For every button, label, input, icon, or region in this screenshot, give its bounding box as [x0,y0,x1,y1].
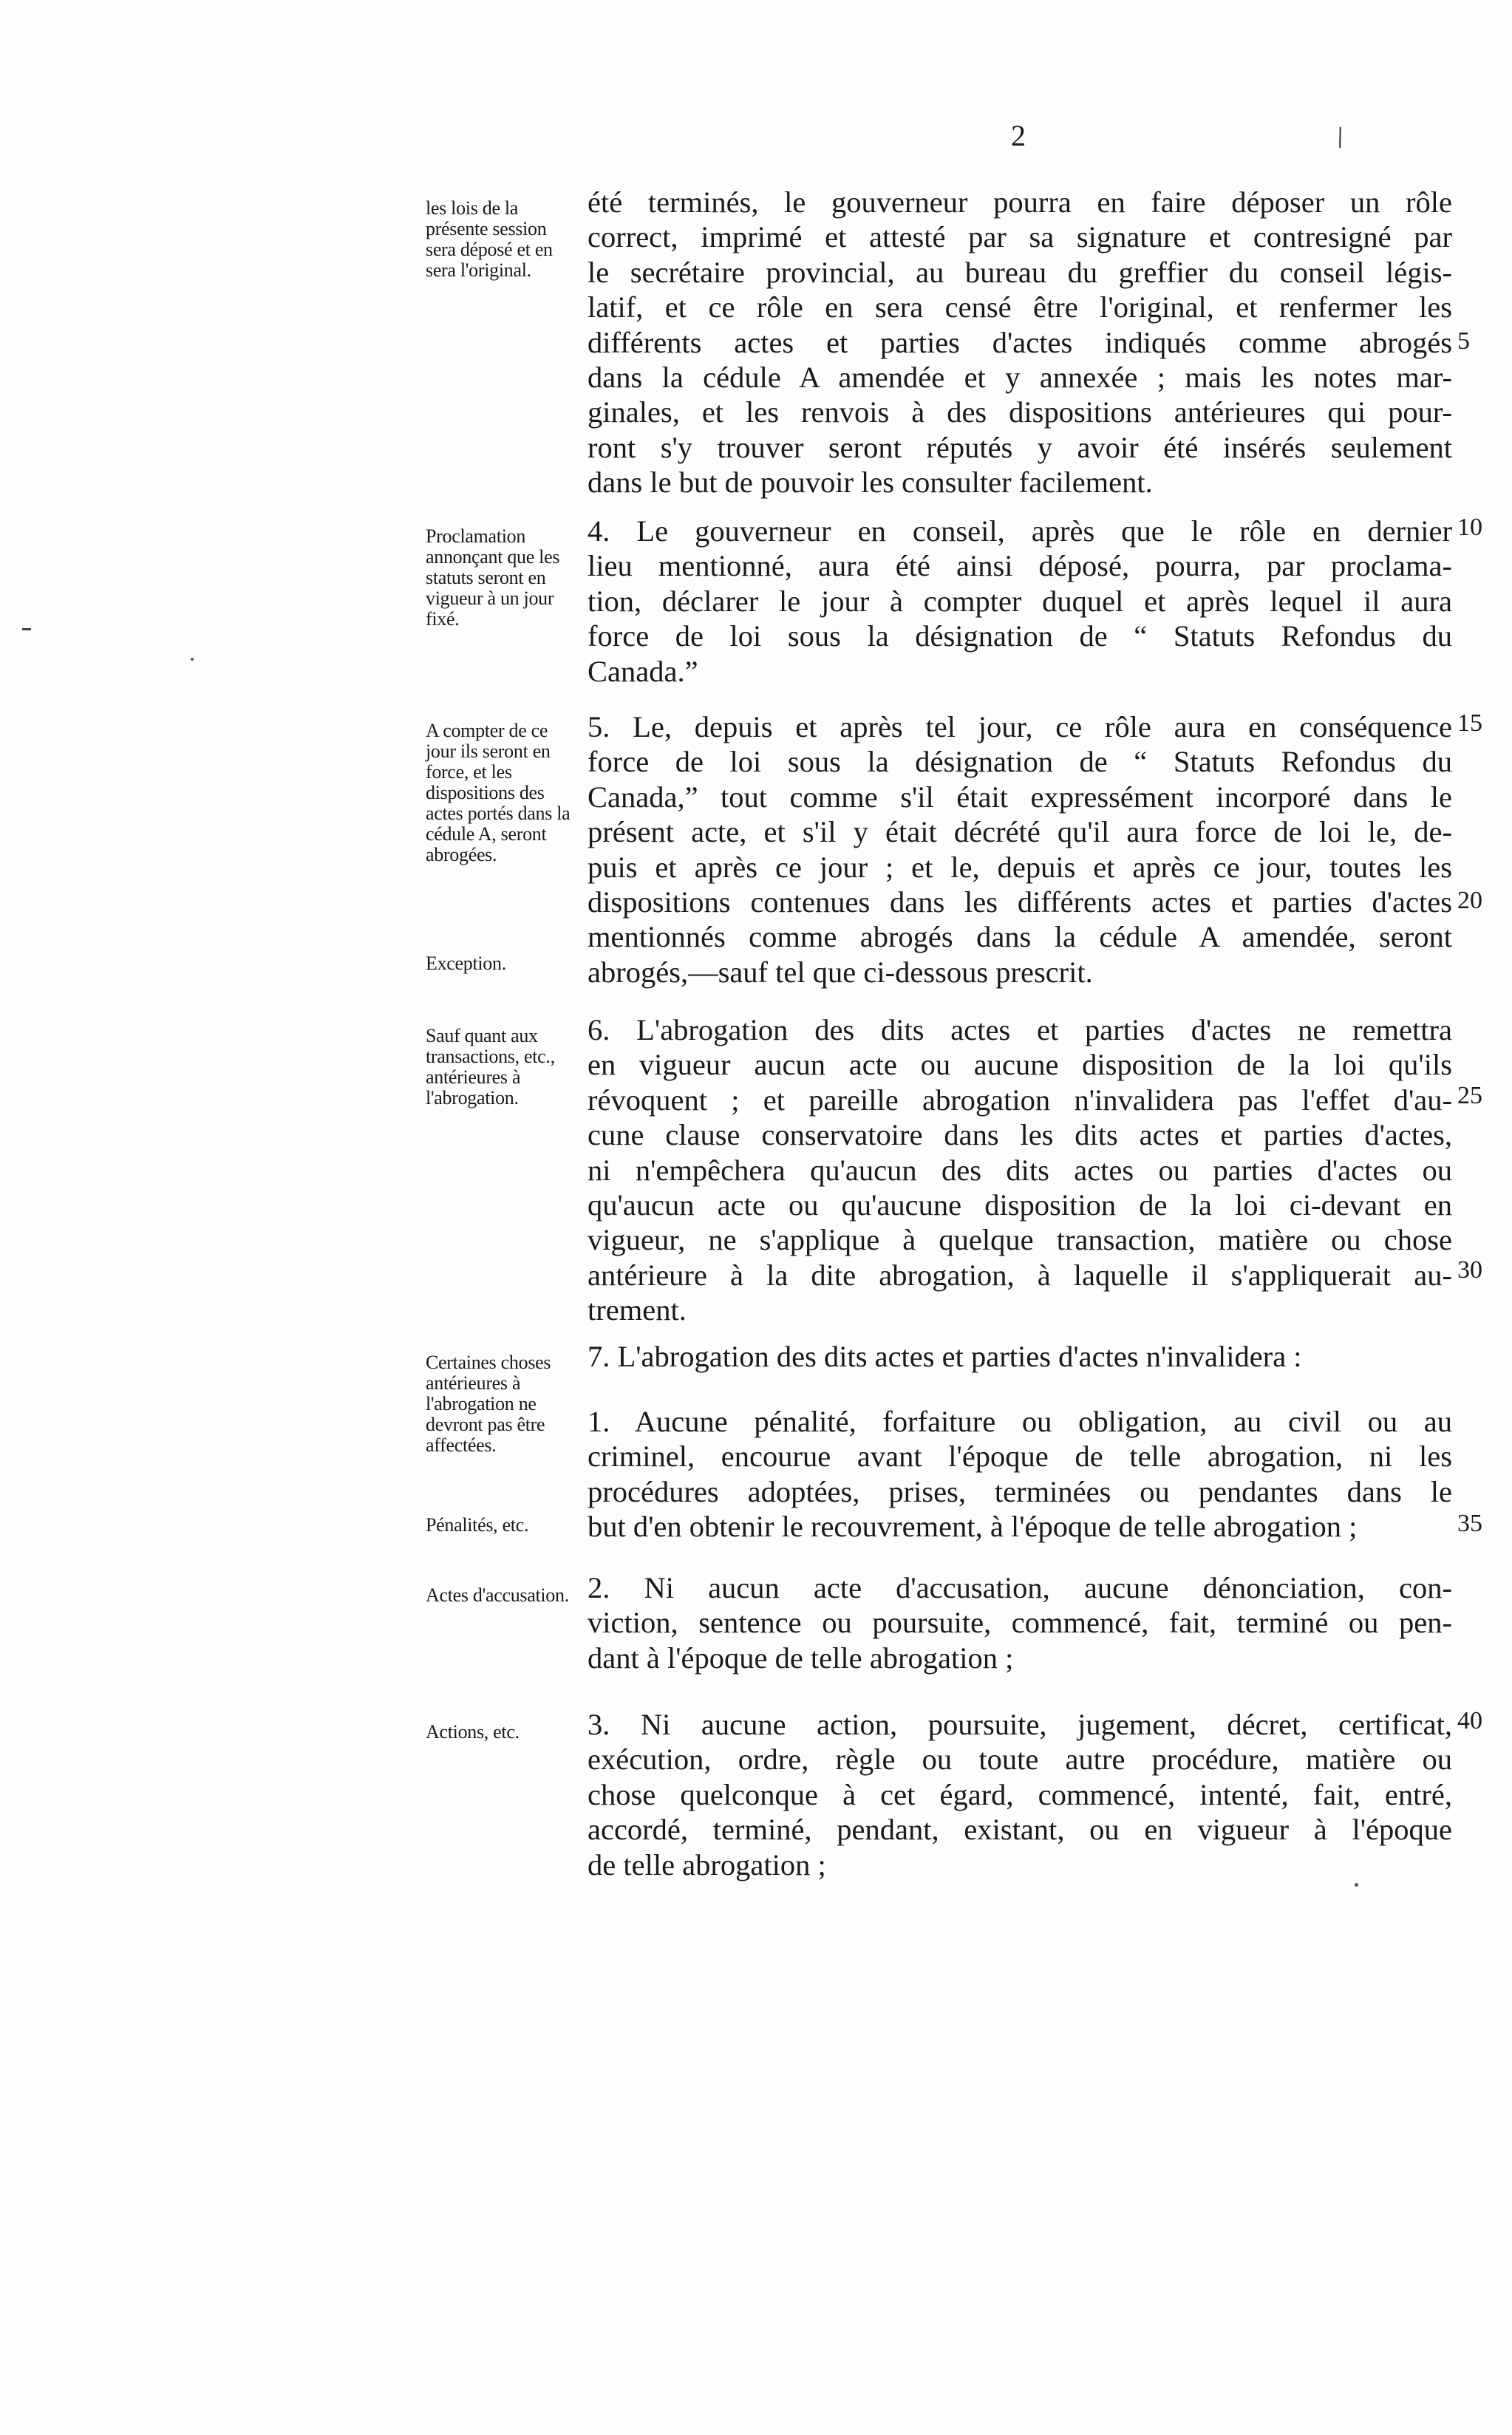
text-line: 6. L'abrogation des dits actes et parties d'actes ne remettra [588,1013,1452,1046]
line-number: 30 [1457,1256,1482,1284]
text-line: qu'aucun acte ou qu'aucune disposition de la loi ci-devant en [588,1188,1452,1222]
margin-note: Proclamation annonçant que les statuts seront en vigueur à un jour fixé. [426,525,560,630]
line-number: 40 [1457,1707,1482,1734]
margin-note: A compter de ce jour ils seront en force, et les dispositions des actes portés dans la cédule A, seront abrogées. [426,720,571,865]
text-line: procédures adoptées, prises, terminées ou pendantes dans le [588,1474,1452,1508]
text-line: mentionnés comme abrogés dans la cédule A amendée, seront [588,920,1452,954]
section-text [588,185,1452,500]
text-line: dispositions contenues dans les différents actes et parties d'actes [588,885,1452,919]
text-line: abrogés,—sauf tel que ci-dessous prescrit. [588,955,1093,989]
text-line: révoquent ; et pareille abrogation n'invalidera pas l'effet d'au- [588,1083,1452,1117]
text-line: criminel, encourue avant l'époque de telle abrogation, ni les [588,1440,1452,1474]
text-line: chose quelconque à cet égard, commencé, intenté, fait, entré, [588,1777,1452,1811]
text-line: force de loi sous la désignation de “ Statuts Refondus du [588,619,1452,653]
margin-note: Actions, etc. [426,1721,520,1743]
text-line: trement. [588,1293,687,1327]
page-number: 2 [1011,119,1026,152]
text-line: dant à l'époque de telle abrogation ; [588,1641,1014,1675]
text-line: 2. Ni aucun acte d'accusation, aucune dénonciation, con- [588,1571,1452,1604]
text-line: été terminés, le gouverneur pourra en faire déposer un rôle [588,185,1452,219]
line-number: 20 [1457,887,1482,914]
text-line: 3. Ni aucune action, poursuite, jugement, décret, certificat, [588,1708,1452,1741]
text-line: viction, sentence ou poursuite, commencé, fait, terminé ou pen- [588,1606,1452,1640]
text-line: cune clause conservatoire dans les dits actes et parties d'actes, [588,1118,1452,1152]
text-line: exécution, ordre, règle ou toute autre procédure, matière ou [588,1743,1452,1777]
line-number: 35 [1457,1510,1482,1537]
section-text [588,709,1452,990]
stray-dash [22,628,31,630]
text-line: lieu mentionné, aura été ainsi déposé, pourra, par proclama- [588,549,1452,583]
text-line: présent acte, et s'il y était décrété qu'il aura force de loi le, de- [588,815,1452,849]
text-line: latif, et ce rôle en sera censé être l'original, et renfermer les [588,290,1452,324]
text-line: 1. Aucune pénalité, forfaiture ou obligation, au civil ou au [588,1405,1452,1438]
section-text [588,1012,1452,1328]
text-line: le secrétaire provincial, au bureau du greffier du conseil légis- [588,255,1452,289]
stray-dot [1355,1883,1358,1887]
section-text [588,514,1452,689]
section-text [588,1404,1452,1545]
text-line: correct, imprimé et attesté par sa signature et contresigné par [588,220,1452,254]
text-line: tion, déclarer le jour à compter duquel et après lequel il aura [588,584,1452,618]
section-text [588,1570,1452,1675]
text-line: ni n'empêchera qu'aucun des dits actes ou parties d'actes ou [588,1153,1452,1187]
text-line: accordé, terminé, pendant, existant, ou en vigueur à l'époque [588,1813,1452,1847]
margin-note-exception: Exception. [426,953,506,974]
text-line: dans la cédule A amendée et y annexée ; mais les notes mar- [588,360,1452,394]
margin-note: Sauf quant aux transactions, etc., antérieures à l'abrogation. [426,1025,555,1108]
text-line: ront s'y trouver seront réputés y avoir été insérés seulement [588,430,1452,464]
section-text [588,1339,1452,1374]
text-line: en vigueur aucun acte ou aucune disposition de la loi qu'ils [588,1048,1452,1082]
line-number: 5 [1457,327,1470,355]
line-number: 25 [1457,1082,1482,1109]
text-line: vigueur, ne s'applique à quelque transaction, matière ou chose [588,1223,1452,1257]
margin-note: les lois de la présente session sera déposé et en sera l'original. [426,197,553,281]
margin-note: Pénalités, etc. [426,1514,529,1536]
text-line: de telle abrogation ; [588,1847,826,1881]
text-line: 5. Le, depuis et après tel jour, ce rôle aura en conséquence [588,710,1452,743]
section-text [588,1707,1452,1882]
margin-note: Certaines choses antérieures à l'abrogation ne devront pas être affectées. [426,1352,551,1456]
line-number: 10 [1457,514,1482,541]
text-line: force de loi sous la désignation de “ Statuts Refondus du [588,745,1452,779]
text-line: antérieure à la dite abrogation, à laquelle il s'appliquerait au- [588,1258,1452,1292]
line-number: 15 [1457,709,1482,737]
text-line: dans le but de pouvoir les consulter facilement. [588,466,1153,500]
corner-mark: \ [1330,120,1350,154]
text-line: ginales, et les renvois à des dispositions antérieures qui pour- [588,395,1452,429]
text-line: Canada.” [588,654,698,688]
stray-dot [191,658,194,661]
text-line: 7. L'abrogation des dits actes et parties d'actes n'invalidera : [588,1340,1302,1373]
text-line: différents actes et parties d'actes indiqués comme abrogés [588,325,1452,359]
text-line: puis et après ce jour ; et le, depuis et après ce jour, toutes les [588,850,1452,884]
margin-note: Actes d'accusation. [426,1584,569,1606]
text-line: but d'en obtenir le recouvrement, à l'époque de telle abrogation ; [588,1510,1358,1544]
text-line: Canada,” tout comme s'il était expressément incorporé dans le [588,780,1452,814]
text-line: 4. Le gouverneur en conseil, après que le rôle en dernier [588,514,1452,548]
